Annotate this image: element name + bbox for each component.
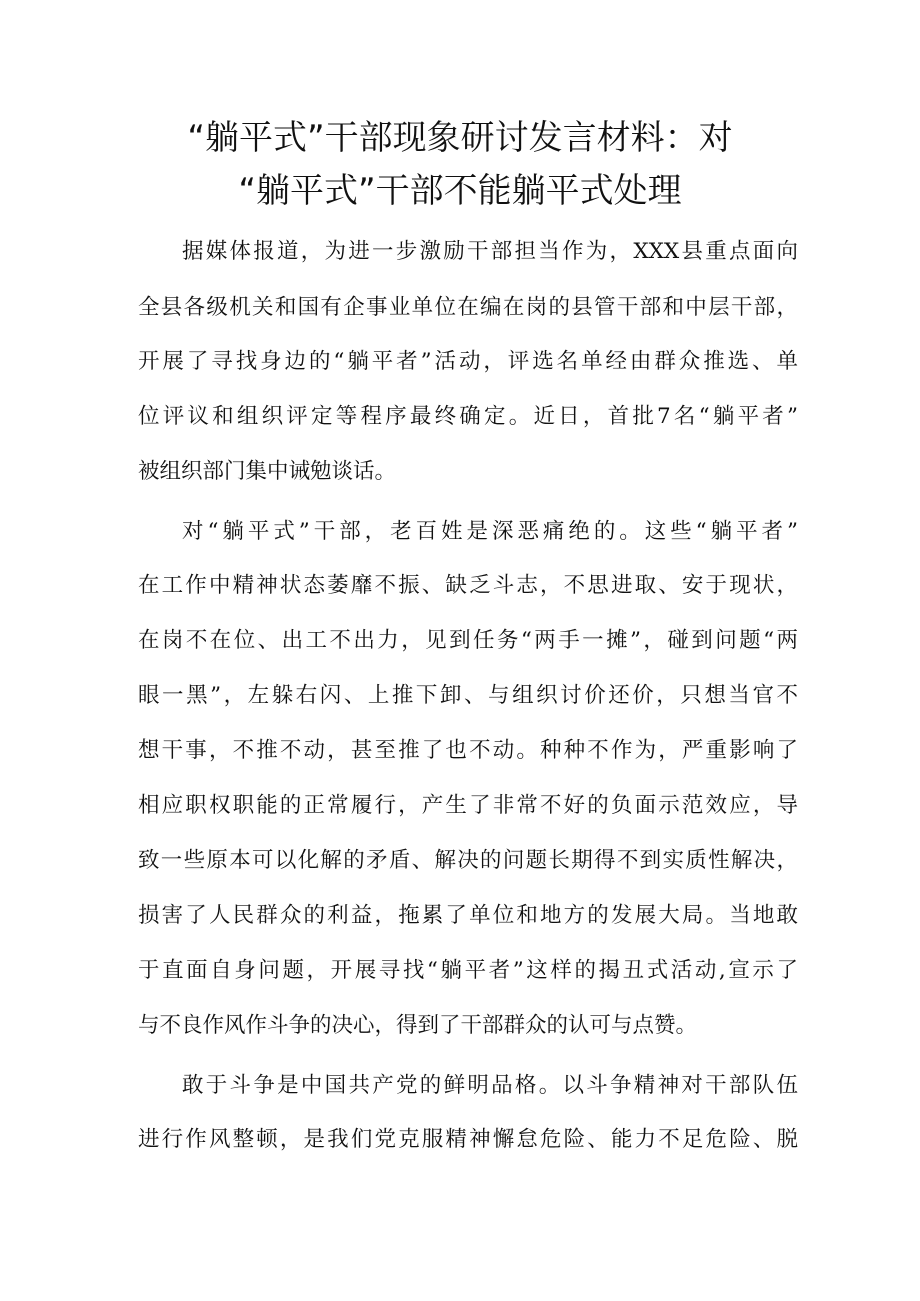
paragraph-3-line-2: 进行作风整顿，是我们党克服精神懈怠危险、能力不足危险、脱 (138, 1127, 798, 1152)
paragraph-2-line-2: 在工作中精神状态萎靡不振、缺乏斗志，不思进取、安于现状， (138, 573, 798, 598)
paragraph-2-line-4: 眼一黑”，左躲右闪、上推下卸、与组织讨价还价，只想当官不 (138, 683, 798, 708)
paragraph-1-line-3: 开展了寻找身边的“躺平者”活动，评选名单经由群众推选、单 (138, 349, 798, 374)
paragraph-2-line-6: 相应职权职能的正常履行，产生了非常不好的负面示范效应，导 (138, 793, 798, 818)
paragraph-1-line-2: 全县各级机关和国有企事业单位在编在岗的县管干部和中层干部， (138, 295, 798, 320)
paragraph-2-line-8: 损害了人民群众的利益，拖累了单位和地方的发展大局。当地敢 (138, 903, 798, 928)
paragraph-1-line-5: 被组织部门集中诫勉谈话。 (138, 459, 397, 484)
document-title-line-2: “躺平式”干部不能躺平式处理 (238, 171, 682, 211)
paragraph-3-line-1: 敢于斗争是中国共产党的鲜明品格。以斗争精神对干部队伍 (182, 1073, 798, 1098)
paragraph-2-line-5: 想干事，不推不动，甚至推了也不动。种种不作为，严重影响了 (138, 738, 798, 763)
paragraph-1-line-1: 据媒体报道，为进一步激励干部担当作为，XXX县重点面向 (182, 239, 798, 264)
paragraph-2-line-3: 在岗不在位、出工不出力，见到任务“两手一摊”，碰到问题“两 (138, 628, 798, 653)
paragraph-2-line-7: 致一些原本可以化解的矛盾、解决的问题长期得不到实质性解决， (138, 848, 798, 873)
paragraph-2-line-9: 于直面自身问题，开展寻找“躺平者”这样的揭丑式活动,宣示了 (138, 958, 798, 983)
paragraph-2-line-10: 与不良作风作斗争的决心，得到了干部群众的认可与点赞。 (138, 1013, 698, 1038)
document-title-line-1: “躺平式”干部现象研讨发言材料：对 (187, 118, 733, 158)
paragraph-2-line-1: 对“躺平式”干部，老百姓是深恶痛绝的。这些“躺平者” (182, 519, 798, 544)
paragraph-1-line-4: 位评议和组织评定等程序最终确定。近日，首批7名“躺平者” (138, 404, 798, 429)
